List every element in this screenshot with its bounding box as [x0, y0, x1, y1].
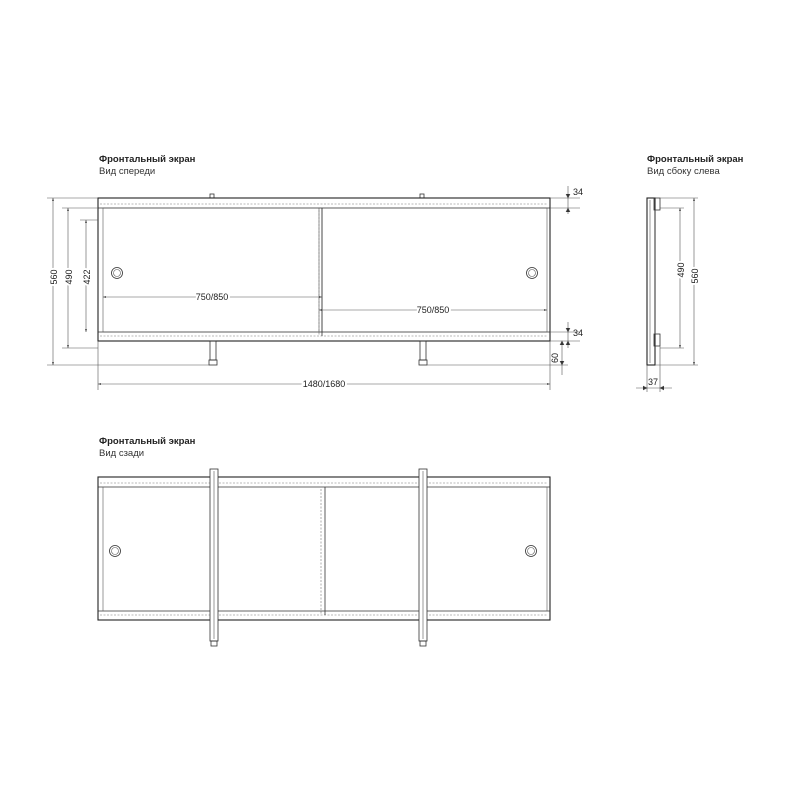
- back-frame: [98, 477, 550, 620]
- front-dim-top-34-label: 34: [573, 187, 584, 197]
- front-dim-left-panel-label: 750/850: [195, 292, 229, 302]
- side-view: [636, 198, 700, 392]
- side-dim-37-label: 37: [648, 377, 659, 387]
- front-dim-60-label: 60: [550, 352, 560, 364]
- front-top-clip-left: [210, 194, 214, 198]
- front-view-title: Фронтальный экран: [99, 154, 196, 165]
- front-dim-422-label: 422: [82, 269, 92, 285]
- side-view-subtitle: Вид сбоку слева: [647, 166, 720, 177]
- front-view-subtitle: Вид спереди: [99, 166, 156, 177]
- front-dim-bottom-34-label: 34: [573, 328, 584, 338]
- front-dim-560-label: 560: [49, 269, 59, 285]
- back-support-right: [419, 469, 427, 646]
- front-dim-total-width-label: 1480/1680: [302, 379, 346, 389]
- front-top-clip-right: [420, 194, 424, 198]
- back-view: [98, 469, 550, 646]
- front-leg-right: [419, 341, 427, 365]
- front-dim-right-panel-label: 750/850: [416, 305, 450, 315]
- front-dim-490-label: 490: [64, 269, 74, 285]
- back-view-title: Фронтальный экран: [99, 436, 196, 447]
- back-view-subtitle: Вид сзади: [99, 448, 145, 459]
- side-dim-490-label: 490: [676, 262, 686, 278]
- front-leg-left: [209, 341, 217, 365]
- front-frame: [98, 198, 550, 341]
- side-dim-560-label: 560: [690, 268, 700, 284]
- front-view: [47, 186, 583, 390]
- side-view-title: Фронтальный экран: [647, 154, 744, 165]
- back-support-left: [210, 469, 218, 646]
